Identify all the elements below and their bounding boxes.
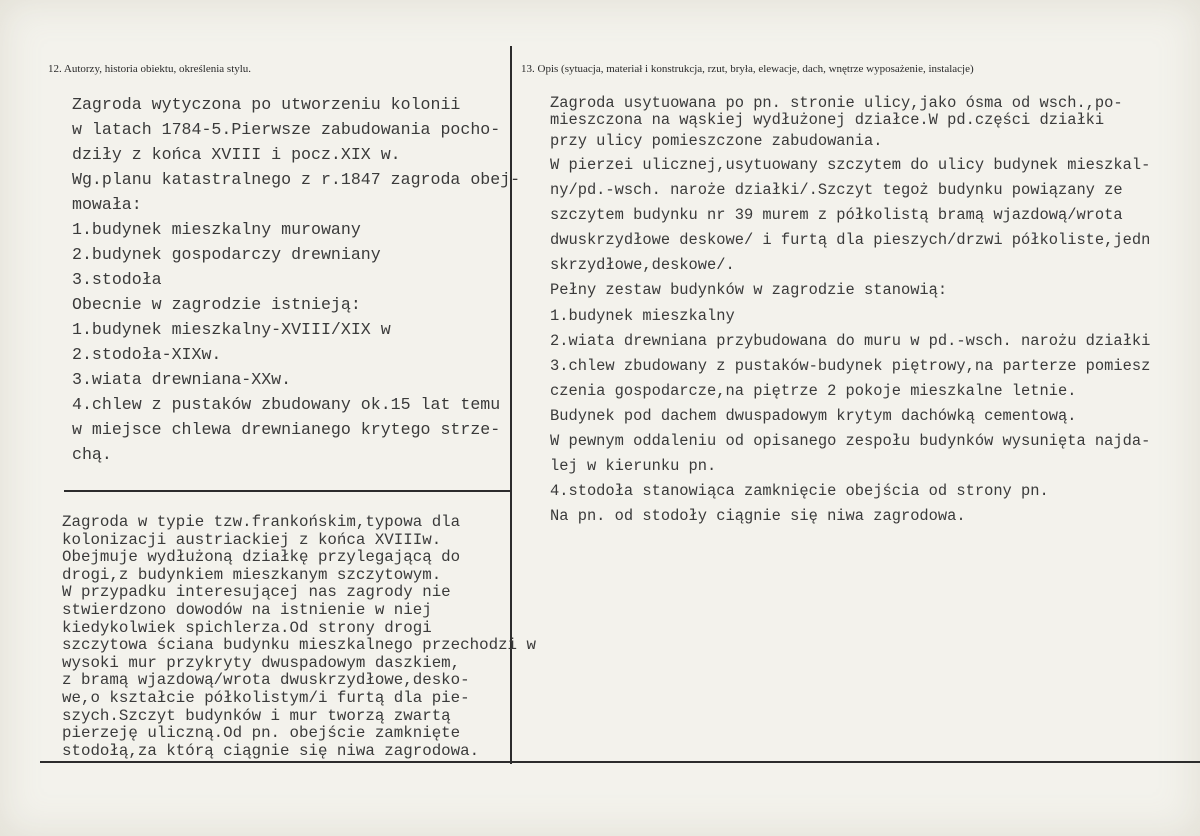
section-12-heading: 12. Autorzy, historia obiektu, określenia stylu. [48,63,252,75]
text-line: 1.budynek mieszkalny [550,306,735,325]
text-line: Zagroda wytyczona po utworzeniu kolonii [72,95,461,114]
text-line: kolonizacji austriackiej z końca XVIIIw. [62,530,442,549]
text-line: wysoki mur przykryty dwuspadowym daszkiem, [62,653,461,672]
text-line: Budynek pod dachem dwuspadowym krytym dachówką cementową. [550,406,1077,425]
text-line: 4.chlew z pustaków zbudowany ok.15 lat temu [72,395,501,414]
text-line: szczytem budynku nr 39 murem z półkolistą bramą wjazdową/wrota [550,206,1123,225]
text-line: skrzydłowe,deskowe/. [550,256,735,275]
text-line: Obejmuje wydłużoną działkę przylegającą do [62,548,461,567]
text-line: w latach 1784-5.Pierwsze zabudowania pocho- [72,120,501,139]
text-line: W pierzei ulicznej,usytuowany szczytem do ulicy budynek mieszkal- [550,156,1151,174]
text-line: stodołą,za którą ciągnie się niwa zagrodowa. [62,741,480,760]
section-13-description-text [550,95,1150,529]
text-line: Zagroda w typie tzw.frankońskim,typowa dla [62,513,461,531]
text-line: przy ulicy pomieszczone zabudowania. [550,132,883,150]
section-12-divider [64,490,510,492]
text-line: 3.wiata drewniana-XXw. [72,370,292,389]
text-line: Pełny zestaw budynków w zagrodzie stanowią: [550,281,948,300]
bottom-rule [40,761,1200,763]
text-line: W przypadku interesującej nas zagrody nie [62,583,451,602]
text-line: 2.stodoła-XIXw. [72,345,222,364]
text-line: dwuskrzydłowe deskowe/ i furtą dla pieszych/drzwi półkoliste,jedn [550,231,1151,250]
text-line: chą. [72,445,112,464]
text-line: czenia gospodarcze,na piętrze 2 pokoje mieszkalne letnie. [550,381,1077,400]
text-line: Obecnie w zagrodzie istnieją: [72,295,361,314]
section-12-history-text [72,92,520,467]
section-13-heading: 13. Opis (sytuacja, materiał i konstrukcja, rzut, bryła, elewacje, dach, wnętrze wyposażenie, instalacje) [521,63,974,75]
text-line: Na pn. od stodoły ciągnie się niwa zagrodowa. [550,507,966,526]
text-line: mieszczona na wąskiej wydłużonej działce.W pd.części działki [550,111,1105,129]
text-line: kiedykolwiek spichlerza.Od strony drogi [62,618,432,637]
text-line: w miejsce chlewa drewnianego krytego strze- [72,420,501,439]
text-line: pierzeję uliczną.Od pn. obejście zamknięte [62,724,461,743]
text-line: 1.budynek mieszkalny murowany [72,220,361,239]
text-line: drogi,z budynkiem mieszkanym szczytowym. [62,565,442,584]
text-line: lej w kierunku pn. [550,457,717,476]
text-line: ny/pd.-wsch. naroże działki/.Szczyt tegoż budynku powiązany ze [550,181,1123,200]
text-line: 1.budynek mieszkalny-XVIII/XIX w [72,320,391,339]
text-line: dziły z końca XVIII i pocz.XIX w. [72,145,401,164]
text-line: 3.chlew zbudowany z pustaków-budynek piętrowy,na parterze pomiesz [550,356,1151,375]
section-12-style-text [62,514,536,760]
text-line: W pewnym oddaleniu od opisanego zespołu budynków wysunięta najda- [550,432,1151,451]
text-line: we,o kształcie półkolistym/i furtą dla pie- [62,688,470,707]
text-line: 4.stodoła stanowiąca zamknięcie obejścia od strony pn. [550,482,1049,501]
text-line: 2.budynek gospodarczy drewniany [72,245,381,264]
text-line: Wg.planu katastralnego z r.1847 zagroda obej- [72,170,521,189]
text-line: 2.wiata drewniana przybudowana do muru w pd.-wsch. narożu działki [550,331,1151,350]
text-line: Zagroda usytuowana po pn. stronie ulicy,jako ósma od wsch.,po- [550,94,1123,112]
text-line: stwierdzono dowodów na istnienie w niej [62,600,432,619]
text-line: szczytowa ściana budynku mieszkalnego przechodzi w [62,636,536,655]
text-line: szych.Szczyt budynków i mur tworzą zwartą [62,706,451,725]
text-line: 3.stodoła [72,270,162,289]
text-line: mowała: [72,195,142,214]
text-line: z bramą wjazdową/wrota dwuskrzydłowe,desko- [62,671,470,690]
